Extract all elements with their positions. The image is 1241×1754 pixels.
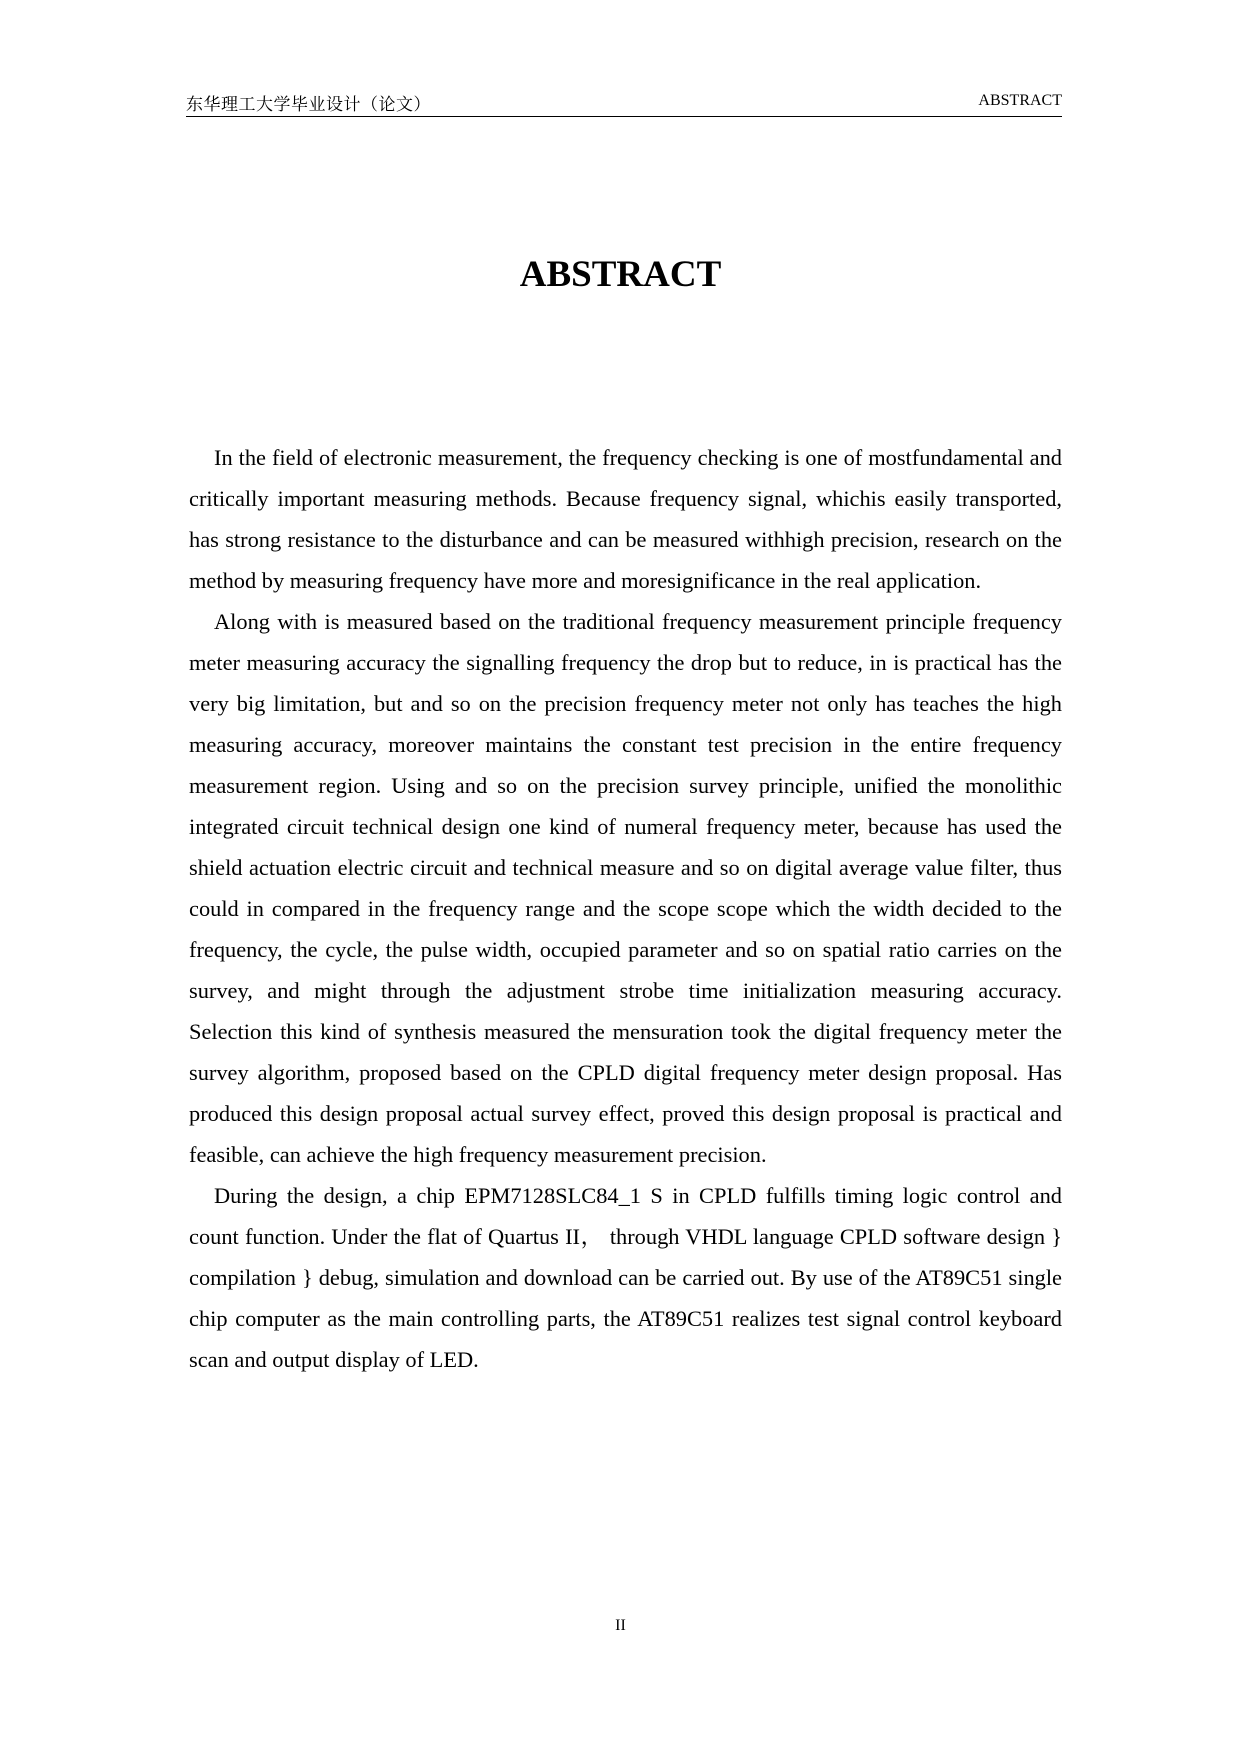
header-section-name: ABSTRACT [978, 92, 1062, 109]
abstract-paragraph-1: In the field of electronic measurement, the frequency checking is one of mostfundamental and critically important measuring methods. Because frequency signal, whichis easily transported, has strong resistance to the disturbance and can be measured withhigh precision, research on the method by measuring frequency have more and moresignificance in the real application. [189, 445, 1062, 593]
page-title: ABSTRACT [519, 254, 722, 295]
header-thesis-title: 东华理工大学毕业设计（论文） [186, 95, 431, 114]
page-number: II [615, 1617, 626, 1634]
page-header [186, 86, 1062, 117]
abstract-body [189, 437, 1062, 1380]
abstract-paragraph-2: Along with is measured based on the traditional frequency measurement principle frequency meter measuring accuracy the signalling frequency the drop but to reduce, in is practical has the very big limitation, but and so on the precision frequency meter not only has teaches the high measuring accuracy, moreover maintains the constant test precision in the entire frequency measurement region. Using and so on the precision survey principle, unified the monolithic integrated circuit technical design one kind of numeral frequency meter, because has used the shield actuation electric circuit and technical measure and so on digital average value filter, thus could in compared in the frequency range and the scope scope which the width decided to the frequency, the cycle, the pulse width, occupied parameter and so on spatial ratio carries on the survey, and might through the adjustment strobe time initialization measuring accuracy. Selection this kind of synthesis measured the mensuration took the digital frequency meter the survey algorithm, proposed based on the CPLD digital frequency meter design proposal. Has produced this design proposal actual survey effect, proved this design proposal is practical and feasible, can achieve the high frequency measurement precision. [189, 609, 1062, 1167]
abstract-paragraph-3: During the design, a chip EPM7128SLC84_1 S in CPLD fulfills timing logic control and count function. Under the flat of Quartus II， through VHDL language CPLD software design } compilation } debug, simulation and download can be carried out. By use of the AT89C51 single chip computer as the main controlling parts, the AT89C51 realizes test signal control keyboard scan and output display of LED. [189, 1183, 1062, 1372]
